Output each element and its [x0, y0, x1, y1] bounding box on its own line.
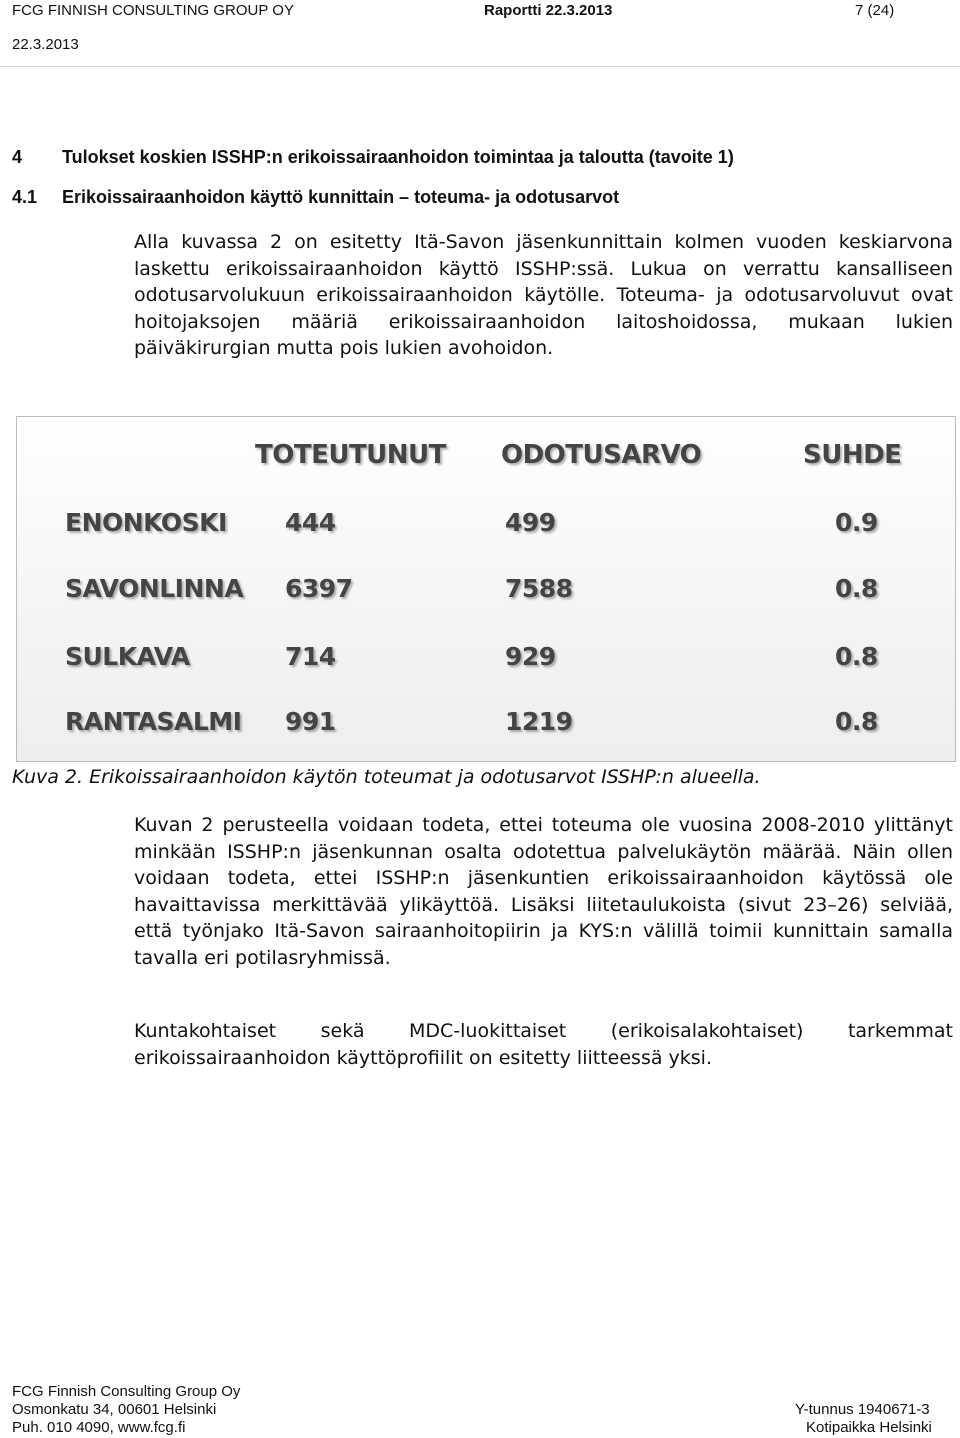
table-row-toteutunut: 714 [285, 642, 336, 671]
table-row-toteutunut: 6397 [285, 574, 353, 603]
section-number: 4 [12, 147, 23, 167]
figure-caption: Kuva 2. Erikoissairaanhoidon käytön toteumat ja odotusarvot ISSHP:n alueella. [12, 766, 761, 788]
paragraph-profiles: Kuntakohtaiset sekä MDC-luokittaiset (erikoisalakohtaiset) tarkemmat erikoissairaanhoidon käyttöprofiilit on esitetty liitteessä yksi. [134, 1020, 953, 1069]
figure-table [16, 416, 956, 762]
subsection-number: 4.1 [12, 187, 38, 207]
table-row-name: SULKAVA [65, 642, 190, 671]
paragraph-intro: Alla kuvassa 2 on esitetty Itä-Savon jäsenkunnittain kolmen vuoden keskiarvona laskettu erikoissairaanhoidon käyttö ISSHP:ssä. Lukua on verrattu kansalliseen odotusarvolukuun erikoissairaanhoidon käytölle. Toteuma- ja odotusarvoluvut ovat hoitojaksojen määriä erikoissairaanhoidon laitoshoidossa, mukaan lukien päiväkirurgian mutta pois lukien avohoidon. [134, 231, 953, 360]
table-row-suhde: 0.8 [835, 642, 878, 671]
footer-contact: Puh. 010 4090, www.fcg.fi [12, 1419, 186, 1436]
paragraph-analysis: Kuvan 2 perusteella voidaan todeta, ettei toteuma ole vuosina 2008-2010 ylittänyt minkään ISSHP:n jäsenkunnan osalta odotettua palvelukäytön määrää. Näin ollen voidaan todeta, ettei ISSHP:n jäsenkuntien erikoissairaanhoidon käytössä ole havaittavissa merkittävää ylikäyttöä. Lisäksi liitetaulukoista (sivut 23–26) selviää, että työnjako Itä-Savon sairaanhoitopiirin ja KYS:n välillä toimii kunnittain samalla tavalla eri potilasryhmissä. [134, 814, 953, 969]
table-header-toteutunut: TOTEUTUNUT [255, 440, 446, 470]
header-company: FCG FINNISH CONSULTING GROUP OY [12, 2, 294, 19]
footer-company: FCG Finnish Consulting Group Oy [12, 1383, 241, 1400]
table-row-odotusarvo: 929 [505, 642, 556, 671]
table-row-toteutunut: 991 [285, 707, 336, 736]
table-header-suhde: SUHDE [803, 440, 902, 470]
header-divider [0, 66, 960, 67]
table-row-name: RANTASALMI [65, 707, 242, 736]
header-date: 22.3.2013 [12, 36, 79, 53]
table-row-suhde: 0.9 [835, 508, 878, 537]
table-header-odotusarvo: ODOTUSARVO [501, 440, 702, 470]
table-row-odotusarvo: 7588 [505, 574, 573, 603]
header-page: 7 (24) [855, 2, 895, 19]
table-row-name: ENONKOSKI [65, 508, 227, 537]
header-report: Raportti 22.3.2013 [484, 2, 613, 19]
subsection-title: Erikoissairaanhoidon käyttö kunnittain – toteuma- ja odotusarvot [62, 187, 620, 207]
section-title: Tulokset koskien ISSHP:n erikoissairaanhoidon toimintaa ja taloutta (tavoite 1) [62, 147, 734, 167]
table-row-suhde: 0.8 [835, 574, 878, 603]
table-row-odotusarvo: 499 [505, 508, 556, 537]
section-heading [12, 147, 734, 168]
table-row-name: SAVONLINNA [65, 574, 244, 603]
subsection-heading [12, 187, 619, 208]
footer-ytunnus: Y-tunnus 1940671-3 [795, 1401, 930, 1418]
table-row-odotusarvo: 1219 [505, 707, 573, 736]
footer-address: Osmonkatu 34, 00601 Helsinki [12, 1401, 217, 1418]
footer-kotipaikka: Kotipaikka Helsinki [806, 1419, 932, 1436]
table-row-suhde: 0.8 [835, 707, 878, 736]
table-row-toteutunut: 444 [285, 508, 336, 537]
